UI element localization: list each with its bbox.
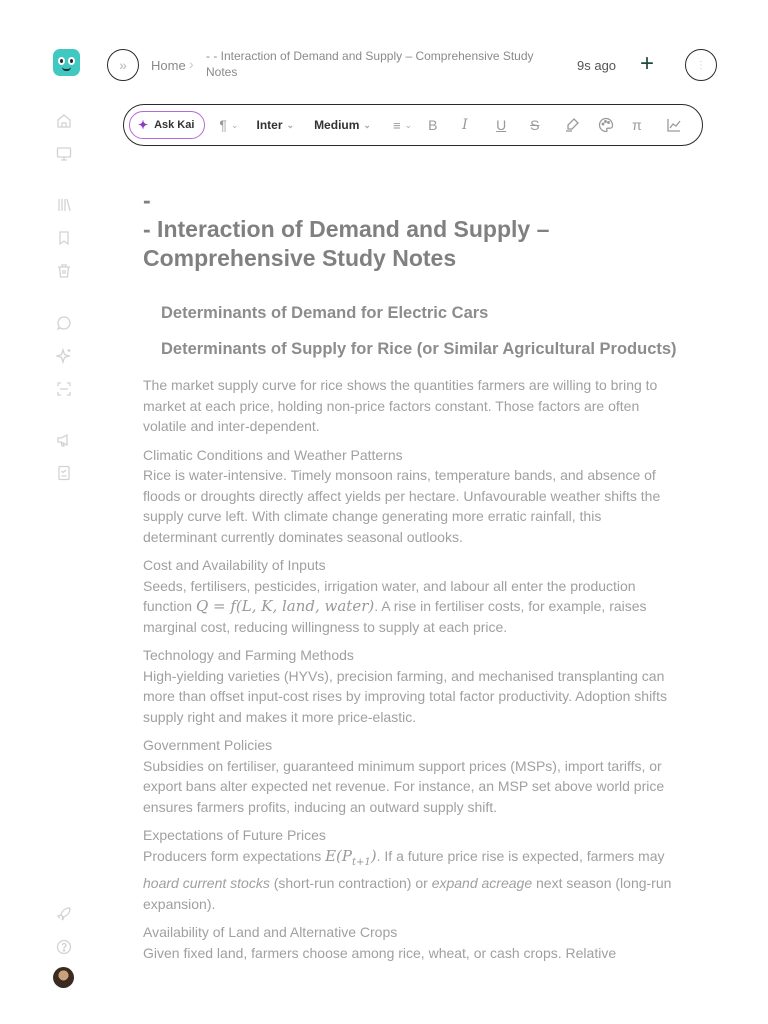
trash-icon[interactable] [56, 263, 72, 279]
heading-demand: Determinants of Demand for Electric Cars [161, 304, 489, 322]
chart-button[interactable] [666, 117, 684, 133]
line-chart-icon [666, 117, 682, 133]
expand-sidebar-button[interactable] [107, 49, 139, 81]
emphasis-expand: expand acreage [431, 875, 533, 891]
font-family-dropdown[interactable] [257, 118, 295, 132]
chevron-down-icon: ⌄ [286, 119, 295, 130]
pilcrow-icon: ¶ [219, 117, 227, 133]
emphasis-hoard: hoard current stocks [143, 875, 270, 891]
scan-icon[interactable] [56, 381, 72, 397]
strikethrough-button[interactable] [530, 117, 548, 133]
inputs-text-a: Seeds, fertilisers, pesticides, irrigation water, and labour all enter the production function [143, 577, 636, 614]
intro-paragraph: The market supply curve for rice shows the quantities farmers are willing to bring to market at each price, holding non-price factors constant. Those factors are often volatile and inter-dependent. [143, 377, 658, 434]
chat-icon[interactable] [56, 315, 72, 331]
production-function-formula: Q = f(L, K, land, water) [195, 597, 375, 615]
section-title-policies: Government Policies [143, 737, 273, 753]
formatting-toolbar [123, 104, 703, 146]
help-icon[interactable] [56, 939, 72, 955]
sparkle-icon[interactable] [56, 348, 72, 364]
section-body-technology: High-yielding varieties (HYVs), precision farming, and mechanised transplanting can more than offset input-cost rises by improving total factor productivity. Adoption shifts supply right and makes it more price-elastic. [143, 667, 667, 725]
highlighter-icon [564, 117, 580, 133]
expectations-text-c: (short-run contraction) or [273, 875, 428, 891]
formula-subscript: t+1 [352, 856, 371, 868]
section-title-climate: Climatic Conditions and Weather Patterns [143, 446, 403, 463]
expectations-text-a: Producers form expectations [143, 847, 322, 864]
text-color-button[interactable] [598, 117, 616, 133]
section-body-expectations [143, 846, 678, 915]
underline-icon: U [496, 117, 507, 133]
presentation-icon[interactable] [56, 146, 72, 162]
breadcrumb-home[interactable]: Home [151, 58, 186, 73]
ask-kai-label: Ask Kai [154, 119, 195, 131]
pi-icon: π [632, 117, 642, 133]
highlight-button[interactable] [564, 117, 582, 133]
chevron-down-icon: ⌄ [230, 119, 239, 130]
title-line-1: - [143, 187, 151, 213]
align-dropdown[interactable] [393, 118, 412, 133]
palette-icon [598, 117, 614, 133]
inputs-text-b: . A rise in fertiliser costs, for example, raises marginal cost, reducing willingness to supply at each price. [143, 598, 647, 635]
align-left-icon: ≡ [392, 117, 401, 133]
sparkle-icon: ✦ [138, 118, 149, 132]
megaphone-icon[interactable] [56, 432, 72, 448]
chevron-down-icon: ⌄ [363, 119, 371, 130]
expectations-text-b: . If a future price rise is expected, farmers may [376, 847, 665, 864]
document-title [143, 186, 678, 273]
section-body-policies: Subsidies on fertiliser, guaranteed minimum support prices (MSPs), import tariffs, or export bans alter expected net revenue. For instance, an MSP set above world price ensures farmers profits, inducing an outward supply shift. [143, 757, 665, 815]
formula-base: E(P [325, 846, 352, 865]
section-body-inputs [143, 576, 678, 638]
section-title-technology: Technology and Farming Methods [143, 647, 354, 663]
underline-button[interactable] [496, 117, 514, 133]
formula-close: ) [370, 846, 377, 865]
bookmark-icon[interactable] [56, 230, 72, 246]
left-rail [0, 0, 130, 1024]
app-logo-icon[interactable] [53, 49, 80, 76]
font-weight-dropdown[interactable] [314, 118, 371, 132]
saved-status: 9s ago [577, 58, 617, 73]
strikethrough-icon: S [530, 117, 540, 133]
ask-kai-button[interactable] [129, 111, 205, 139]
italic-button[interactable] [462, 117, 480, 133]
section-title-inputs: Cost and Availability of Inputs [143, 557, 326, 573]
bold-icon: B [428, 117, 438, 133]
paragraph-style-dropdown[interactable] [219, 117, 238, 133]
italic-icon: I [462, 117, 468, 133]
math-button[interactable] [632, 117, 650, 133]
expectations-text-d: next season (long-run expansion). [143, 875, 672, 912]
more-options-button[interactable] [685, 49, 717, 81]
font-weight-value: Medium [314, 118, 360, 132]
more-vertical-icon: ⋮ [696, 59, 706, 71]
document-body[interactable] [143, 186, 678, 963]
section-title-land: Availability of Land and Alternative Crops [143, 924, 398, 940]
section-title-expectations: Expectations of Future Prices [143, 827, 326, 843]
bold-button[interactable] [428, 117, 446, 133]
font-family-value: Inter [256, 118, 283, 132]
library-icon[interactable] [56, 197, 72, 213]
home-icon[interactable] [56, 113, 72, 129]
expectation-formula [325, 846, 377, 868]
checklist-icon[interactable] [56, 465, 72, 481]
breadcrumb-current-note: - - Interaction of Demand and Supply – Comprehensive Study Notes [206, 49, 534, 79]
section-body-land: Given fixed land, farmers choose among rice, wheat, or cash crops. Relative [143, 944, 617, 961]
heading-supply: Determinants of Supply for Rice (or Similar Agricultural Products) [161, 340, 677, 358]
rocket-icon[interactable] [56, 906, 72, 922]
double-chevron-right-icon: » [119, 57, 127, 73]
plus-icon: + [640, 50, 655, 77]
chevron-down-icon: ⌄ [404, 119, 413, 130]
avatar[interactable] [53, 967, 74, 988]
section-body-climate: Rice is water-intensive. Timely monsoon rains, temperature bands, and absence of floods or droughts directly affect yields per hectare. Unfavourable weather shifts the supply curve left. With climate change generating more erratic rainfall, this determinant currently dominates seasonal outlooks. [143, 467, 661, 545]
add-note-button[interactable] [640, 52, 654, 76]
title-line-2: - Interaction of Demand and Supply – Comprehensive Study Notes [143, 216, 550, 271]
breadcrumb-separator-icon: › [189, 56, 194, 72]
